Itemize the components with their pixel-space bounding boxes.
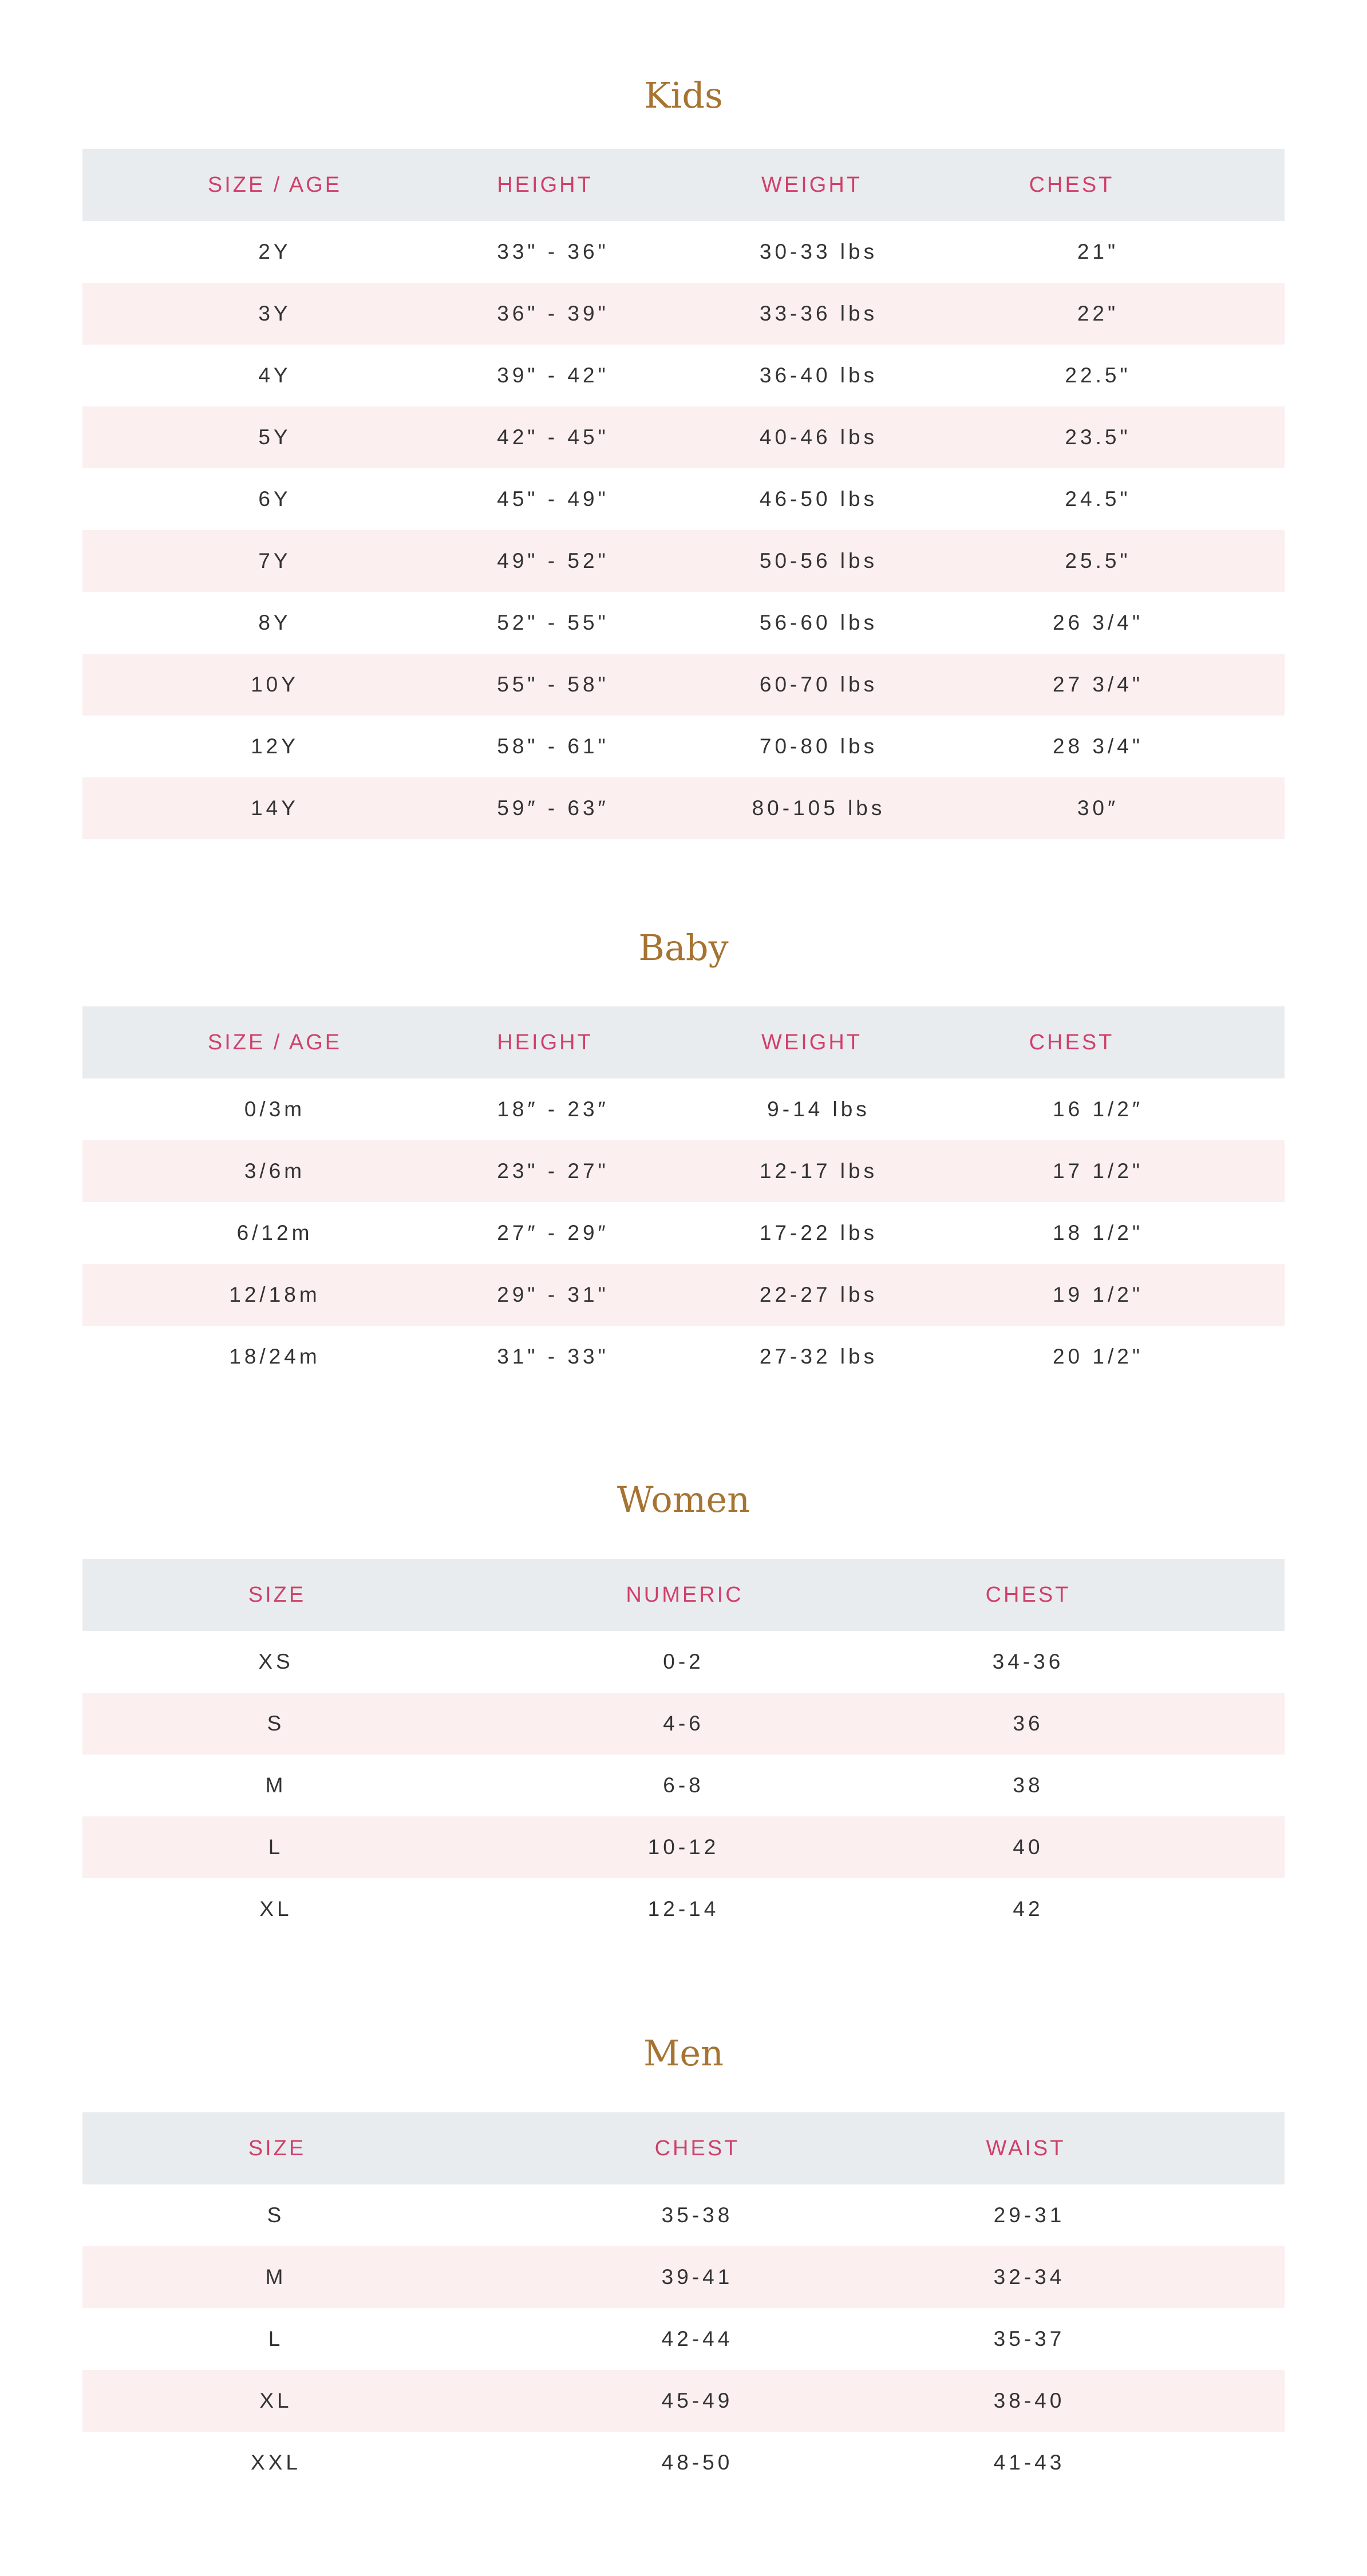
cell-chest: 45-49 bbox=[661, 2389, 733, 2412]
column-header-chest: CHEST bbox=[1029, 1030, 1115, 1054]
cell-chest: 21" bbox=[1077, 240, 1119, 263]
cell-numeric: 10-12 bbox=[647, 1835, 720, 1859]
column-header-size: SIZE bbox=[248, 2136, 306, 2160]
cell-height: 29" - 31" bbox=[497, 1283, 609, 1306]
table-row bbox=[82, 468, 1285, 530]
cell-height: 27″ - 29″ bbox=[497, 1221, 609, 1244]
cell-waist: 29-31 bbox=[993, 2203, 1065, 2227]
section-title-kids: Kids bbox=[644, 74, 723, 116]
cell-chest: 35-38 bbox=[661, 2203, 733, 2227]
cell-size-age: 3/6m bbox=[244, 1159, 306, 1183]
table-row bbox=[82, 2432, 1285, 2494]
cell-weight: 17-22 lbs bbox=[759, 1221, 878, 1244]
cell-size-age: 2Y bbox=[258, 240, 291, 263]
cell-chest: 48-50 bbox=[661, 2451, 733, 2474]
cell-waist: 41-43 bbox=[993, 2451, 1065, 2474]
column-header-size-age: SIZE / AGE bbox=[207, 173, 342, 197]
cell-size-age: 12/18m bbox=[229, 1283, 321, 1306]
cell-height: 36" - 39" bbox=[497, 302, 609, 325]
cell-numeric: 12-14 bbox=[647, 1897, 720, 1921]
cell-height: 39" - 42" bbox=[497, 364, 609, 387]
cell-chest: 27 3/4" bbox=[1052, 673, 1143, 696]
cell-height: 23" - 27" bbox=[497, 1159, 609, 1183]
cell-size-age: 0/3m bbox=[244, 1097, 306, 1121]
column-header-weight: WEIGHT bbox=[761, 173, 862, 197]
cell-weight: 12-17 lbs bbox=[759, 1159, 878, 1183]
cell-size: XL bbox=[259, 2389, 293, 2412]
table-row bbox=[82, 283, 1285, 345]
table-header bbox=[82, 2112, 1285, 2184]
cell-chest: 26 3/4" bbox=[1052, 611, 1143, 634]
cell-height: 33" - 36" bbox=[497, 240, 609, 263]
cell-weight: 22-27 lbs bbox=[759, 1283, 878, 1306]
cell-size-age: 18/24m bbox=[229, 1345, 321, 1368]
cell-size: L bbox=[268, 1835, 284, 1859]
cell-size-age: 6/12m bbox=[236, 1221, 313, 1244]
table-row bbox=[82, 592, 1285, 654]
cell-chest: 40 bbox=[1013, 1835, 1044, 1859]
cell-chest: 25.5" bbox=[1065, 549, 1131, 572]
cell-chest: 16 1/2″ bbox=[1053, 1097, 1143, 1121]
cell-size-age: 8Y bbox=[258, 611, 291, 634]
table-row bbox=[82, 1755, 1285, 1816]
table-row bbox=[82, 2184, 1285, 2246]
cell-size-age: 10Y bbox=[251, 673, 299, 696]
cell-height: 42" - 45" bbox=[497, 425, 609, 449]
table-header bbox=[82, 1559, 1285, 1631]
table-row bbox=[82, 406, 1285, 468]
cell-size: XXL bbox=[251, 2451, 301, 2474]
table-row bbox=[82, 345, 1285, 406]
cell-height: 52" - 55" bbox=[497, 611, 609, 634]
cell-chest: 28 3/4" bbox=[1052, 734, 1143, 758]
cell-chest: 39-41 bbox=[661, 2265, 733, 2289]
size-table-women bbox=[82, 1559, 1285, 1940]
cell-size: XL bbox=[259, 1897, 293, 1921]
cell-size-age: 3Y bbox=[258, 302, 291, 325]
size-table-kids bbox=[82, 149, 1285, 839]
cell-waist: 32-34 bbox=[993, 2265, 1065, 2289]
table-row bbox=[82, 1140, 1285, 1202]
cell-chest: 20 1/2" bbox=[1052, 1345, 1143, 1368]
table-header bbox=[82, 1006, 1285, 1078]
cell-chest: 19 1/2" bbox=[1052, 1283, 1143, 1306]
column-header-height: HEIGHT bbox=[497, 1030, 593, 1054]
section-title-baby: Baby bbox=[638, 927, 729, 969]
table-row bbox=[82, 2370, 1285, 2432]
cell-weight: 30-33 lbs bbox=[759, 240, 878, 263]
cell-weight: 33-36 lbs bbox=[759, 302, 878, 325]
cell-weight: 9-14 lbs bbox=[767, 1097, 870, 1121]
cell-height: 55" - 58" bbox=[497, 673, 609, 696]
cell-chest: 36 bbox=[1013, 1712, 1044, 1735]
column-header-height: HEIGHT bbox=[497, 173, 593, 197]
cell-height: 31" - 33" bbox=[497, 1345, 609, 1368]
table-header bbox=[82, 149, 1285, 221]
column-header-weight: WEIGHT bbox=[761, 1030, 862, 1054]
cell-weight: 70-80 lbs bbox=[759, 734, 878, 758]
table-row bbox=[82, 1264, 1285, 1326]
cell-size: M bbox=[265, 2265, 287, 2289]
cell-numeric: 4-6 bbox=[663, 1712, 704, 1735]
cell-waist: 38-40 bbox=[993, 2389, 1065, 2412]
table-row bbox=[82, 1326, 1285, 1388]
cell-chest: 22.5" bbox=[1065, 364, 1131, 387]
cell-weight: 46-50 lbs bbox=[759, 487, 878, 511]
table-row bbox=[82, 716, 1285, 777]
column-header-waist: WAIST bbox=[986, 2136, 1066, 2160]
section-title-women: Women bbox=[617, 1479, 750, 1520]
table-row bbox=[82, 1693, 1285, 1755]
table-row bbox=[82, 221, 1285, 283]
cell-size: M bbox=[265, 1773, 287, 1797]
cell-weight: 80-105 lbs bbox=[752, 796, 886, 820]
size-table-baby bbox=[82, 1006, 1285, 1388]
cell-size-age: 14Y bbox=[251, 796, 299, 820]
cell-size-age: 6Y bbox=[258, 487, 291, 511]
table-row bbox=[82, 1878, 1285, 1940]
cell-size: S bbox=[267, 2203, 285, 2227]
cell-height: 58" - 61" bbox=[497, 734, 609, 758]
cell-size-age: 7Y bbox=[258, 549, 291, 572]
cell-chest: 18 1/2" bbox=[1052, 1221, 1143, 1244]
cell-height: 59″ - 63″ bbox=[497, 796, 609, 820]
cell-size: S bbox=[267, 1712, 285, 1735]
size-table-men bbox=[82, 2112, 1285, 2494]
cell-size-age: 4Y bbox=[258, 364, 291, 387]
cell-numeric: 6-8 bbox=[663, 1773, 704, 1797]
table-row bbox=[82, 1816, 1285, 1878]
cell-chest: 42 bbox=[1013, 1897, 1044, 1921]
column-header-size-age: SIZE / AGE bbox=[207, 1030, 342, 1054]
cell-chest: 24.5" bbox=[1065, 487, 1131, 511]
table-row bbox=[82, 1202, 1285, 1264]
cell-size-age: 5Y bbox=[258, 425, 291, 449]
cell-height: 49" - 52" bbox=[497, 549, 609, 572]
cell-chest: 30″ bbox=[1077, 796, 1119, 820]
cell-weight: 56-60 lbs bbox=[759, 611, 878, 634]
column-header-numeric: NUMERIC bbox=[626, 1583, 744, 1607]
column-header-chest: CHEST bbox=[1029, 173, 1115, 197]
column-header-size: SIZE bbox=[248, 1583, 306, 1607]
table-row bbox=[82, 1631, 1285, 1693]
table-row bbox=[82, 654, 1285, 716]
table-row bbox=[82, 777, 1285, 839]
column-header-chest: CHEST bbox=[985, 1583, 1071, 1607]
cell-chest: 38 bbox=[1013, 1773, 1044, 1797]
cell-weight: 27-32 lbs bbox=[759, 1345, 878, 1368]
cell-chest: 34-36 bbox=[992, 1650, 1064, 1673]
table-row bbox=[82, 530, 1285, 592]
cell-weight: 36-40 lbs bbox=[759, 364, 878, 387]
table-row bbox=[82, 1078, 1285, 1140]
table-row bbox=[82, 2246, 1285, 2308]
column-header-chest: CHEST bbox=[654, 2136, 740, 2160]
cell-height: 18″ - 23″ bbox=[497, 1097, 609, 1121]
cell-size-age: 12Y bbox=[251, 734, 299, 758]
cell-chest: 42-44 bbox=[661, 2327, 733, 2350]
cell-size: XS bbox=[258, 1650, 294, 1673]
cell-height: 45" - 49" bbox=[497, 487, 609, 511]
cell-weight: 60-70 lbs bbox=[759, 673, 878, 696]
cell-chest: 22" bbox=[1077, 302, 1119, 325]
section-title-men: Men bbox=[643, 2032, 724, 2074]
cell-weight: 50-56 lbs bbox=[759, 549, 878, 572]
cell-numeric: 0-2 bbox=[663, 1650, 704, 1673]
cell-waist: 35-37 bbox=[993, 2327, 1065, 2350]
cell-weight: 40-46 lbs bbox=[759, 425, 878, 449]
cell-size: L bbox=[268, 2327, 284, 2350]
table-row bbox=[82, 2308, 1285, 2370]
cell-chest: 23.5" bbox=[1065, 425, 1131, 449]
cell-chest: 17 1/2" bbox=[1052, 1159, 1143, 1183]
